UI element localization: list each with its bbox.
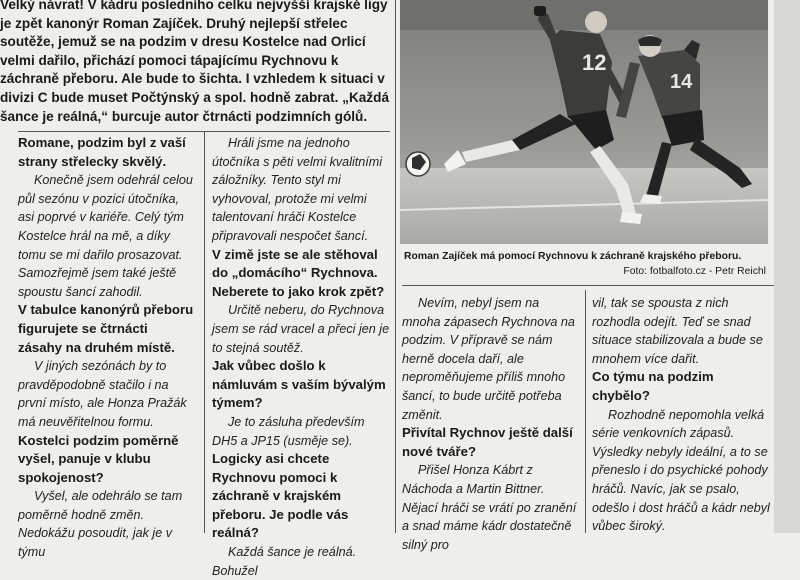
column-divider (204, 132, 205, 533)
lead-line: šance je reálná,“ burcuje autor čtrnácti podzimních gólů. (0, 108, 368, 124)
interview-answer: Hráli jsme na jednoho útočníka s pěti velmi kvalitními záložníky. Tento styl mi vyhovoval, protože mi velmi talentovaní hráči Kostelce připravovali nespočet šancí. (212, 136, 383, 243)
interview-question: Logicky asi chcete Rychnovu pomoci k záchraně v krajském přeboru. Je podle vás reálná? (212, 451, 349, 541)
interview-answer: Konečně jsem odehrál celou půl sezónu v pozici útočníka, asi poprvé v kariéře. Celý tým Kostelce hrál na mě, a díky tomu se mi dařilo prosazovat. Samozřejmě jsem také ještě spoustu šancí zahodil. (18, 173, 193, 299)
interview-question: Co týmu na podzim chybělo? (592, 369, 714, 403)
article-lead (0, 0, 395, 126)
interview-answer: Je to zásluha především DH5 a JP15 (usměje se). (212, 414, 365, 448)
svg-text:12: 12 (582, 50, 607, 75)
interview-answer: Každá šance je reálná. Bohužel (212, 545, 357, 578)
photo-credit: Foto: fotbalfoto.cz - Petr Reichl (623, 266, 766, 277)
ball-icon (406, 152, 430, 176)
interview-answer: Přišel Honza Kábrt z Náchoda a Martin Bittner. Nějací hráči se vrátí po zranění a snad máme kádr dostatečně silný pro (402, 463, 577, 552)
photo-caption: Roman Zajíček má pomocí Rychnovu k záchraně krajského přeboru. (404, 251, 742, 262)
interview-answer: Vyšel, ale odehrálo se tam poměrně hodně změn. Nedokážu posoudit, jak je v týmu (18, 489, 183, 560)
svg-text:14: 14 (670, 71, 693, 93)
lead-line: je zpět kanonýr Roman Zajíček. Druhý nejlepší střelec (0, 15, 348, 31)
article-column-1 (18, 134, 194, 562)
column-divider (585, 290, 586, 533)
interview-question: V zimě jste se ale stěhoval do „domácího“ Rychnova. Neberete to jako krok zpět? (212, 246, 385, 299)
interview-question: Kostelci podzim poměrně vyšel, panuje v klubu spokojenost? (18, 432, 179, 485)
interview-question: Přivítal Rychnov ještě další nové tváře? (402, 425, 573, 459)
lead-line: záchraně přeboru. Ale bude to šichta. I vzhledem k situaci v (0, 71, 385, 87)
section-rule (402, 285, 774, 286)
players-illustration (400, 0, 768, 244)
article-column-2 (212, 134, 390, 580)
article-column-3 (402, 294, 580, 554)
interview-question: Romane, podzim byl z vaší strany střelecky skvělý. (18, 135, 186, 169)
interview-question: Jak vůbec došlo k námluvám s vaším bývalým týmem? (212, 358, 386, 411)
lead-line: Velký návrat! V kádru posledního celku nejvyšší krajské ligy (0, 0, 388, 12)
lead-line: velmi dařilo, přichází pomoci tápajícímu Rychnovu k (0, 52, 339, 68)
interview-answer: Určitě neberu, do Rychnova jsem se rád vracel a přeci jen je to stejná soutěž. (212, 303, 390, 355)
interview-question: V tabulce kanonýrů přeboru figurujete se čtrnácti zásahy na druhém místě. (18, 302, 194, 355)
lead-line: soutěže, jemuž se na podzim v dresu Kostelce nad Orlicí (0, 34, 366, 50)
football-photo (400, 0, 768, 244)
interview-answer: V jiných sezónách by to pravděpodobně stačilo i na první místo, ale Honza Pražák má neuvěřitelnou formu. (18, 359, 187, 429)
section-rule (18, 131, 390, 132)
article-column-4 (592, 294, 774, 536)
interview-answer: Nevím, nebyl jsem na mnoha zápasech Rychnova na podzim. V přípravě se nám herně docela daří, ale neproměňujeme příliš mnoho šancí, to bude určitě potřeba změnit. (402, 296, 575, 422)
lead-line: divizi C bude muset Počtýnský a spol. hodně zabrat. „Každá (0, 89, 390, 105)
interview-answer: vil, tak se spousta z nich rozhodla odejít. Teď se snad situace stabilizovala a bude se mnohem více dařit. (592, 296, 763, 366)
page-edge (774, 0, 800, 533)
interview-answer: Rozhodně nepomohla velká série venkovních zápasů. Výsledky nebyly ideální, a to se přeneslo i do psychické pohody hráčů. Navíc, jak se psalo, odešlo i dost hráčů a kádr nebyl vůbec široký. (592, 407, 770, 534)
column-divider (395, 0, 396, 533)
